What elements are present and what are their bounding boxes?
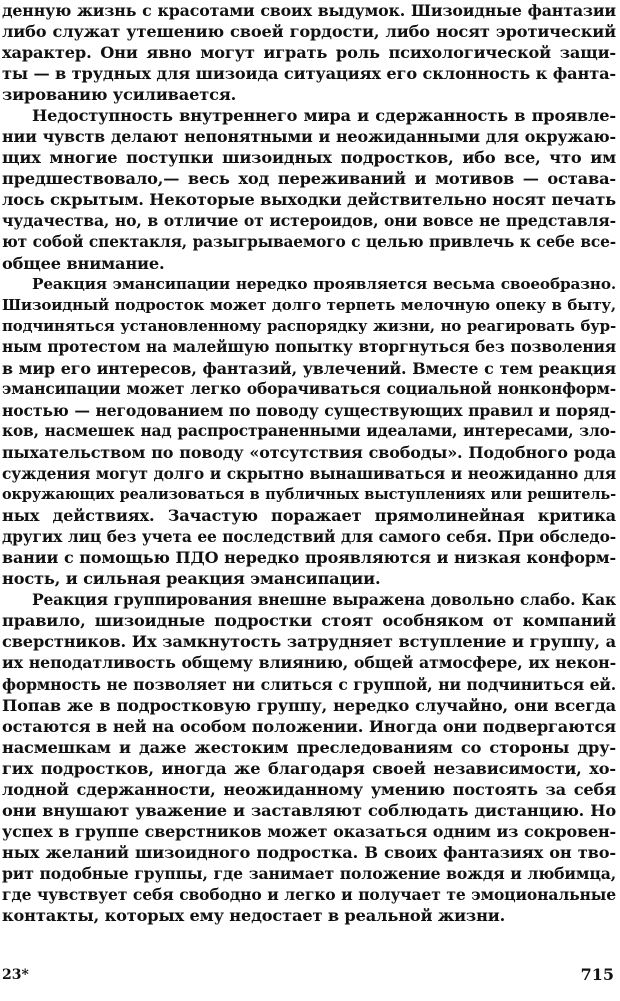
text-line: общее внимание. [2,253,165,273]
text-line: ных желаний шизоидного подростка. В своих фантазиях он тво- [2,842,616,862]
text-line: их неподатливость общему влиянию, общей атмосфере, их некон- [2,653,616,673]
text-line: где чувствует себя свободно и легко и получает те эмоциональные [2,884,616,904]
text-line: остаются в ней на особом положении. Иногда они подвергаются [2,716,616,736]
text-line: ты — в трудных для шизоида ситуациях его склонность к фанта- [2,64,616,84]
text-line: других лиц без учета ее последствий для самого себя. При обследо- [2,527,616,547]
page-footer [2,963,614,987]
text-line: сверстников. Их замкнутость затрудняет вступление и группу, а [2,632,616,652]
text-line: окружающих реализоваться в публичных выступлениях или решитель- [2,486,616,504]
text-line: насмешкам и даже жестоким преследованиям со стороны дру- [2,737,616,757]
text-line: рит подобные группы, где занимает положение вождя и любимца, [2,863,616,883]
text-line: правило, шизоидные подростки стоят особняком от компаний [2,611,616,631]
text-line: лодной сдержанности, неожиданному умению постоять за себя [2,779,616,799]
text-line: вании с помощью ПДО нередко проявляются и низкая конформ- [2,548,616,568]
text-line: характер. Они явно могут играть роль психологической защи- [2,43,616,63]
text-line: чудачества, но, в отличие от истероидов, они вовсе не представля- [2,211,616,231]
text-line: суждения могут долго и скрытно вынашиваться и неожиданно для [2,464,616,484]
signature-mark: 23* [2,967,29,983]
text-line: ным протестом на малейшую попытку вторгнуться без позволения [2,337,616,356]
page-number: 715 [580,965,614,984]
text-line: гих подростков, иногда же благодаря своей независимости, хо- [2,758,616,778]
text-line: ностью — негодованием по поводу существующих правил и поряд- [2,400,616,420]
text-line: Реакция эмансипации нередко проявляется весьма своеобразно. [32,274,616,293]
text-line: Попав же в подростковую группу, нередко случайно, они всегда [2,695,616,715]
text-line: пыхательством по поводу «отсутствия свободы». Подобного рода [2,442,616,462]
text-line: в мир его интересов, фантазий, увлечений. Вместе с тем реакция [2,358,616,378]
text-line: они внушают уважение и заставляют соблюдать дистанцию. Но [2,800,616,820]
text-line: нии чувств делают непонятными и неожиданными для окружаю- [2,127,616,147]
text-line: предшествовало,— весь ход переживаний и мотивов — остава- [2,169,616,189]
text-line: эмансипации может легко оборачиваться социальной нонконформ- [2,379,616,398]
text-line: ков, насмешек над распространенными идеалами, интересами, зло- [2,421,616,440]
text-line: Недоступность внутреннего мира и сдержанность в проявле- [32,106,616,126]
text-line: формность не позволяет ни слиться с группой, ни подчиниться ей. [2,674,616,694]
text-line: ных действиях. Зачастую поражает прямолинейная критика [2,506,616,526]
text-line: ность, и сильная реакция эмансипации. [2,569,381,589]
text-line: подчиняться установленному распорядку жизни, но реагировать бур- [2,316,616,335]
text-line: Реакция группирования внешне выражена довольно слабо. Как [32,590,616,610]
text-line: денную жизнь с красотами своих выдумок. Шизоидные фантазии [2,1,616,20]
text-line: Шизоидный подросток может долго терпеть мелочную опеку в быту, [2,295,616,314]
text-line: щих многие поступки шизоидных подростков, ибо все, что им [2,148,616,168]
text-line: лось скрытым. Некоторые выходки действительно носят печать [2,190,616,210]
text-line: ют собой спектакля, разыгрываемого с целью привлечь к себе все- [2,232,616,251]
text-line: зированию усиливается. [2,85,237,105]
text-line: контакты, которых ему недостает в реальной жизни. [2,906,506,926]
text-line: либо служат утешению своей гордости, либо носят эротический [2,22,616,42]
body-text [2,0,616,926]
text-line: успех в группе сверстников может оказаться одним из сокровен- [2,821,616,841]
